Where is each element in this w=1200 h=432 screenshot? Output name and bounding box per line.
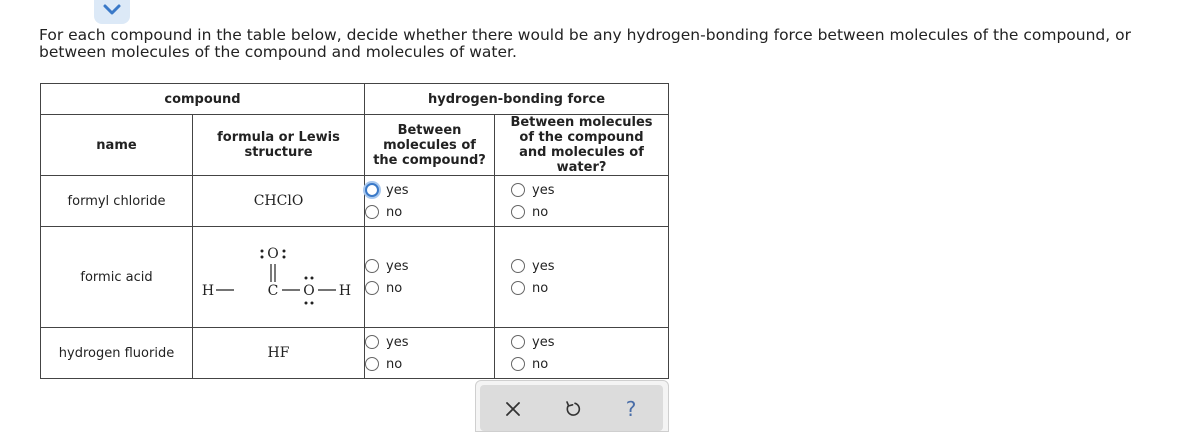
- compound-bond-choice: [365, 328, 495, 379]
- option-label: yes: [386, 258, 409, 274]
- option-label: no: [532, 280, 549, 296]
- option-label: yes: [532, 182, 555, 198]
- help-icon[interactable]: ?: [625, 397, 637, 421]
- no-option[interactable]: [511, 277, 668, 299]
- water-bond-choice: [495, 176, 669, 227]
- option-label: yes: [532, 258, 555, 274]
- compound-header: compound: [41, 84, 365, 115]
- between-water-header: Between molecules of the compound and molecules of water?: [495, 115, 669, 176]
- no-option[interactable]: [511, 201, 668, 223]
- compound-bond-choice: [365, 176, 495, 227]
- oxygen-right: O: [303, 283, 315, 299]
- compound-name: formyl chloride: [41, 176, 193, 227]
- compound-bond-choice: [365, 227, 495, 328]
- hydrogen-left: H: [201, 283, 215, 299]
- close-icon[interactable]: [503, 399, 523, 419]
- yes-option[interactable]: [365, 331, 494, 353]
- hydrogen-right: H: [338, 283, 352, 299]
- no-option[interactable]: [365, 353, 494, 375]
- option-label: no: [386, 280, 403, 296]
- carbon: C: [267, 283, 279, 299]
- oxygen-top: O: [267, 246, 279, 262]
- no-option[interactable]: [511, 353, 668, 375]
- collapse-tab[interactable]: [94, 0, 130, 24]
- radio-button[interactable]: [511, 259, 525, 273]
- between-compound-header: Between molecules of the compound?: [365, 115, 495, 176]
- no-option[interactable]: [365, 277, 494, 299]
- undo-icon[interactable]: [563, 399, 583, 419]
- radio-button[interactable]: [511, 357, 525, 371]
- compound-formula: CHClO: [193, 176, 365, 227]
- water-bond-choice: [495, 328, 669, 379]
- table-row: [41, 227, 669, 328]
- yes-option[interactable]: [511, 255, 668, 277]
- option-label: yes: [386, 182, 409, 198]
- table-row: [41, 328, 669, 379]
- chevron-down-icon: [102, 2, 122, 18]
- option-label: no: [386, 356, 403, 372]
- radio-button[interactable]: [365, 205, 379, 219]
- radio-button[interactable]: [511, 205, 525, 219]
- compound-table: [40, 83, 669, 379]
- question-text: For each compound in the table below, decide whether there would be any hydrogen-bonding force between molecules of the compound, or between molecules of the compound and molecules of water.: [39, 26, 1131, 61]
- option-label: yes: [386, 334, 409, 350]
- option-label: no: [532, 356, 549, 372]
- radio-button[interactable]: [365, 335, 379, 349]
- compound-name: formic acid: [41, 227, 193, 328]
- yes-option[interactable]: [365, 179, 494, 201]
- yes-option[interactable]: [511, 179, 668, 201]
- radio-button[interactable]: [365, 357, 379, 371]
- formula-column-header: formula or Lewis structure: [193, 115, 365, 176]
- compound-formula: HF: [193, 328, 365, 379]
- name-column-header: name: [41, 115, 193, 176]
- option-label: no: [532, 204, 549, 220]
- option-label: yes: [532, 334, 555, 350]
- answer-toolbar: [475, 380, 669, 432]
- option-label: no: [386, 204, 403, 220]
- radio-button[interactable]: [365, 259, 379, 273]
- radio-button[interactable]: [511, 335, 525, 349]
- yes-option[interactable]: [511, 331, 668, 353]
- water-bond-choice: [495, 227, 669, 328]
- radio-button[interactable]: [511, 183, 525, 197]
- toolbar-panel: [480, 385, 663, 431]
- radio-button[interactable]: [365, 183, 379, 197]
- compound-name: hydrogen fluoride: [41, 328, 193, 379]
- radio-button[interactable]: [365, 281, 379, 295]
- radio-button[interactable]: [511, 281, 525, 295]
- lewis-structure: [193, 227, 365, 328]
- no-option[interactable]: [365, 201, 494, 223]
- force-header: hydrogen-bonding force: [365, 84, 669, 115]
- lewis-structure-diagram: [193, 227, 365, 327]
- yes-option[interactable]: [365, 255, 494, 277]
- table-row: [41, 176, 669, 227]
